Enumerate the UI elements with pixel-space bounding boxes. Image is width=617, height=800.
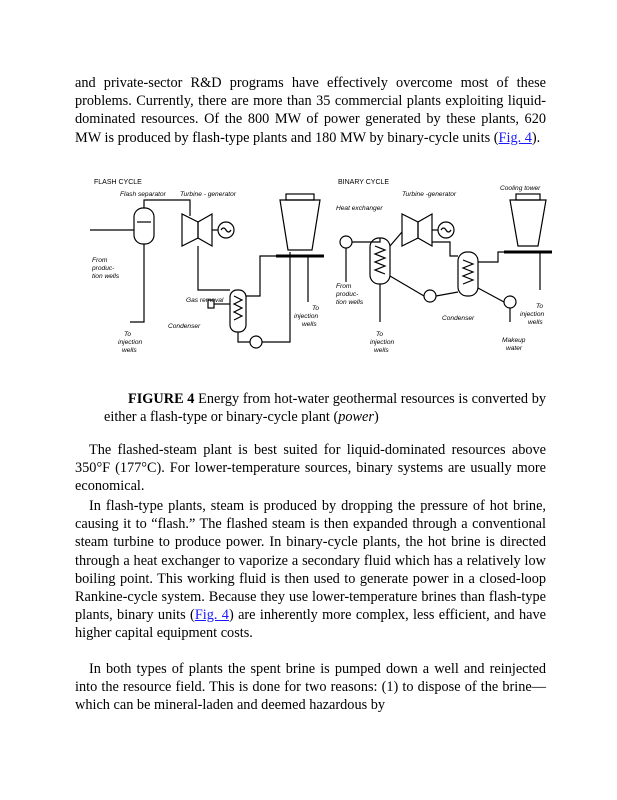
flash-cycle-title: FLASH CYCLE [94, 179, 142, 186]
flash-from-wells-1: From [92, 257, 108, 264]
binary-inj-right-1: To [536, 303, 544, 310]
steam-line [144, 200, 190, 216]
binary-heat-exchanger [370, 238, 390, 284]
flash-cooling-tower [280, 200, 320, 250]
paragraph-1-end: ). [531, 129, 541, 146]
flash-pump-icon [250, 336, 262, 348]
binary-prod-pump-icon [340, 236, 352, 248]
makeup-to-condenser-line [478, 288, 504, 302]
flash-from-wells-3: tion wells [92, 273, 120, 280]
binary-cooling-tower [510, 200, 546, 246]
paragraph-2: The flashed-steam plant is best suited for liquid-dominated resources above 350°F (177°C). For lower-temperature sources, binary systems are usually more economical. [75, 442, 546, 495]
binary-inj-right-2: injection [520, 311, 545, 318]
vapor-line [390, 232, 402, 246]
flash-inj-right-3: wells [302, 321, 317, 328]
flash-condenser-vessel [230, 290, 246, 332]
binary-inj-left-3: wells [374, 347, 389, 354]
flash-inj-left-3: wells [122, 347, 137, 354]
makeup-pump-icon [504, 296, 516, 308]
binary-exhaust-line [432, 242, 458, 256]
condensate-line [238, 332, 250, 342]
flash-turbine-label: Turbine - generator [180, 191, 236, 198]
geothermal-cycle-diagram [90, 172, 560, 370]
flash-condenser-label: Condenser [168, 323, 201, 330]
figure-caption [104, 390, 546, 426]
gas-removal-label: Gas removal [186, 297, 224, 304]
flash-tower-fan [286, 194, 314, 200]
flash-inj-left-2: injection [118, 339, 143, 346]
binary-from-wells-1: From [336, 283, 352, 290]
paragraph-3-end: ) are inherently more complex, less efficient, and have higher capital equipment costs. [75, 607, 547, 642]
fig-4-link-2[interactable]: Fig. 4 [194, 607, 229, 624]
flash-turbine-right [198, 214, 212, 246]
flash-turbine-left [182, 214, 198, 246]
paragraph-3 [75, 497, 546, 643]
binary-inj-left-2: injection [370, 339, 395, 346]
flash-inj-right-1: To [312, 305, 320, 312]
binary-inj-left-1: To [376, 331, 384, 338]
brine-to-injection-line [130, 244, 144, 322]
paragraph-1-text: and private-sector R&D programs have effectively overcome most of these problems. Currently, there are more than 35 commercial plants exploiting liquid-dominated resources. Of the 800 MW of power generated by these plants, 620 MW is produced by flash-type plants and 180 MW by binary-cycle units ( [75, 75, 546, 146]
binary-turbine-left [402, 214, 418, 246]
working-fluid-pump-icon [424, 290, 436, 302]
cooling-tower-label: Cooling tower [500, 185, 541, 192]
flash-separator-vessel [134, 208, 154, 244]
binary-from-wells-2: produc- [336, 291, 359, 298]
fig-4-link[interactable]: Fig. 4 [498, 129, 532, 146]
cooling-water-return [246, 256, 276, 296]
exhaust-line [198, 246, 230, 290]
paragraph-1 [75, 74, 546, 147]
binary-cycle-title: BINARY CYCLE [338, 179, 390, 186]
binary-generator-sine [441, 228, 451, 232]
binary-turbine-label: Turbine -generator [402, 191, 457, 198]
generator-sine [221, 228, 231, 232]
caption-source: power [338, 409, 374, 426]
makeup-water-1: Makeup [502, 337, 526, 344]
heat-exchanger-label: Heat exchanger [336, 205, 383, 212]
hx-coil [375, 246, 385, 274]
flash-inj-left-1: To [124, 331, 132, 338]
binary-cw-line [478, 252, 504, 262]
makeup-water-2: water [506, 345, 523, 352]
condenser-coil [234, 296, 242, 320]
flash-separator-label: Flash separator [120, 191, 166, 198]
binary-condenser-coil [463, 260, 473, 284]
binary-inj-right-3: wells [528, 319, 543, 326]
binary-tower-fan [516, 194, 540, 200]
caption-text: Energy from hot-water geothermal resources is converted by either a flash-type or binary-cycle plant ( [104, 391, 546, 426]
caption-label: FIGURE 4 [128, 391, 195, 407]
paragraph-3-text: In flash-type plants, steam is produced by dropping the pressure of hot brine, causing it to “flash.” The flashed steam is then expanded through a conventional steam turbine to produce power. In binary-cycle plants, the hot brine is directed through a heat exchanger to vaporize a secondary fluid which has a relatively low boiling point. This working fluid is then used to generate power in a closed-loop Rankine-cycle system. Because they use lower-temperature brines than flash-type plants, binary units ( [75, 498, 546, 624]
pump-to-tower-line [262, 252, 290, 342]
paragraph-4: In both types of plants the spent brine is pumped down a well and reinjected into the resource field. This is done for two reasons: (1) to dispose of the brine—which can be mineral-laden and deemed hazardous by [75, 661, 546, 714]
binary-from-wells-3: tion wells [336, 299, 364, 306]
binary-condenser-label: Condenser [442, 315, 475, 322]
wf-return-line [436, 292, 458, 296]
binary-turbine-right [418, 214, 432, 246]
flash-from-wells-2: produc- [92, 265, 115, 272]
caption-end: ) [373, 409, 379, 426]
wf-to-hx-line [390, 276, 424, 296]
flash-inj-right-2: injection [294, 313, 319, 320]
figure-4-diagram [90, 172, 560, 370]
